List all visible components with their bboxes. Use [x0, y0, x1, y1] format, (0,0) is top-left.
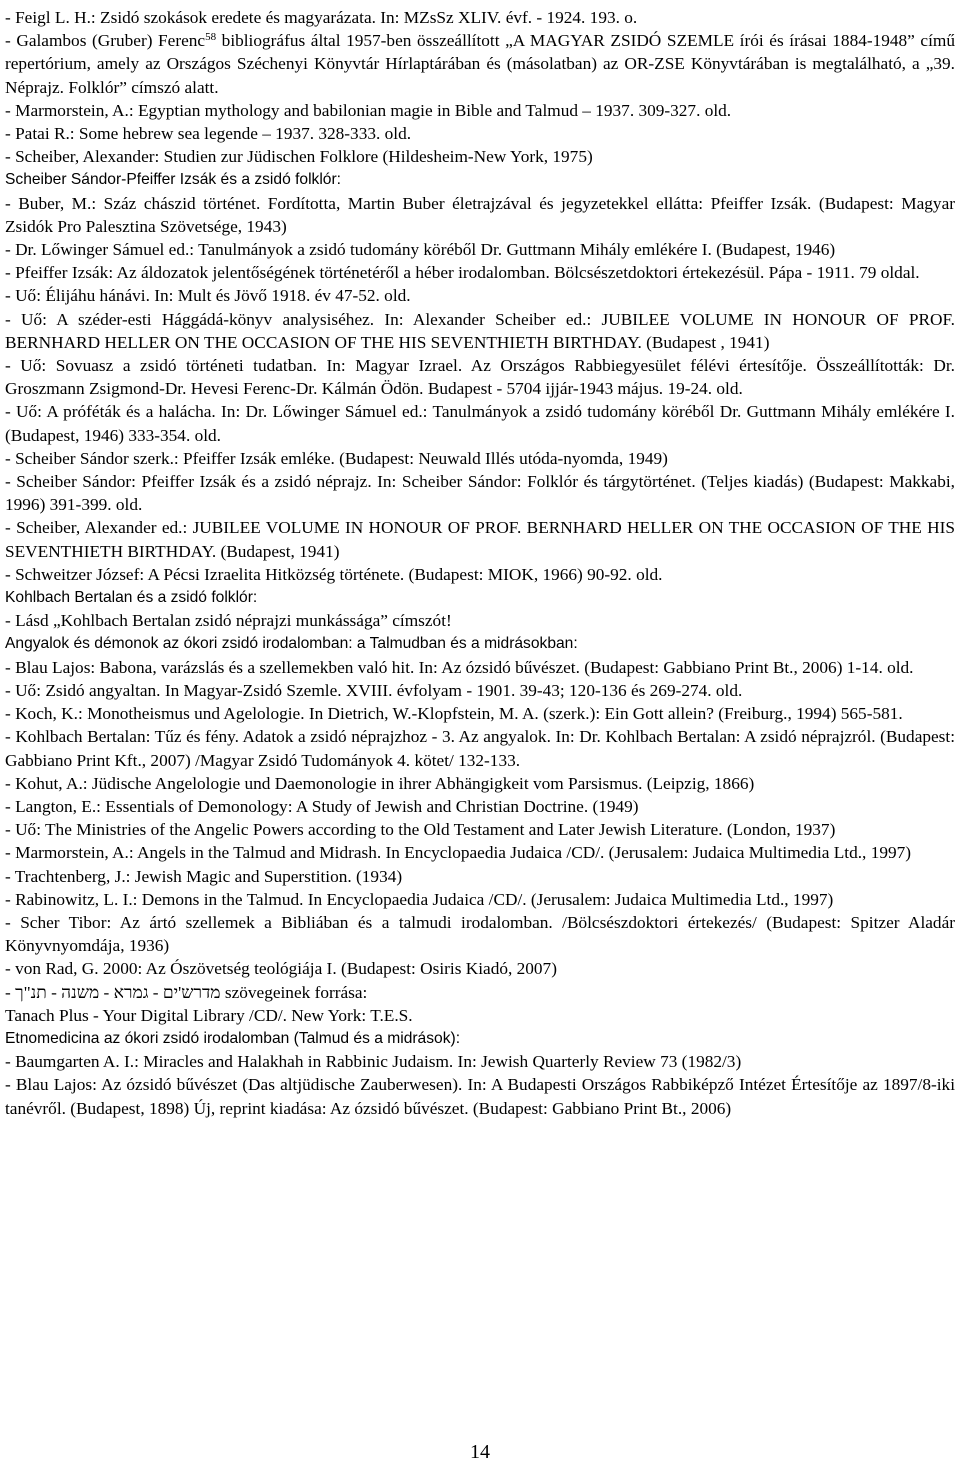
- bib-entry-trachtenberg: - Trachtenberg, J.: Jewish Magic and Superstition. (1934): [5, 866, 403, 886]
- bib-entry-blau-buveszet: - Blau Lajos: Az ózsidó bűvészet (Das altjüdische Zauberwesen). In: A Budapesti Országos Rabbiképző Intézet Értesítője az 1897/8-iki tanévről. (Budapest, 1898) Új, reprint kiadása: Az ózsidó bűvészet. (Budapest: Gabbiano Print Bt., 2006): [5, 1075, 955, 1118]
- bib-entry-scheiber-neprajz: - Scheiber Sándor: Pfeiffer Izsák és a zsidó néprajz. In: Scheiber Sándor: Folklór és tárgytörténet. (Teljes kiadás) (Budapest: Makkabi, 1996) 391-399. old.: [5, 472, 955, 515]
- bib-entry-blau-babona: - Blau Lajos: Babona, varázslás és a szellemekben való hit. In: Az ózsidó bűvészet. (Budapest: Gabbiano Print Bt., 2006) 1-14. old.: [5, 657, 914, 677]
- section-heading-scheiber-pfeiffer: Scheiber Sándor-Pfeiffer Izsák és a zsidó folklór:: [5, 171, 342, 189]
- section-heading-angels-demons: Angyalok és démonok az ókori zsidó irodalomban: a Talmudban és a midrásokban:: [5, 635, 578, 653]
- bib-entry-kohut: - Kohut, A.: Jüdische Angelologie und Daemonologie in ihrer Abhängigkeit vom Parsismus. (Leipzig, 1866): [5, 773, 755, 793]
- bib-entry-pfeiffer-profetak: - Uő: A próféták és a halácha. In: Dr. Lőwinger Sámuel ed.: Tanulmányok a zsidó tudomány köréből Dr. Guttmann Mihály emlékére I. (Budapest, 1946) 333-354. old.: [5, 402, 955, 445]
- bib-entry-scheiber-emleke: - Scheiber Sándor szerk.: Pfeiffer Izsák emléke. (Budapest: Neuwald Illés utóda-nyomda, 1949): [5, 448, 668, 468]
- bib-entry-koch: - Koch, K.: Monotheismus und Agelologie. In Dietrich, W.-Klopfstein, M. A. (szerk.): Ein Gott allein? (Freiburg., 1994) 565-581.: [5, 704, 903, 724]
- bib-entry-blau-angyaltan: - Uő: Zsidó angyaltan. In Magyar-Zsidó Szemle. XVIII. évfolyam - 1901. 39-43; 120-136 és 269-274. old.: [5, 680, 743, 700]
- bib-entry-langton-essentials: - Langton, E.: Essentials of Demonology: A Study of Jewish and Christian Doctrine. (1949): [5, 796, 639, 816]
- bib-entry-lowinger: - Dr. Lőwinger Sámuel ed.: Tanulmányok a zsidó tudomány köréből Dr. Guttmann Mihály emlékére I. (Budapest, 1946): [5, 240, 836, 260]
- bib-entry-pfeiffer-szeder: - Uő: A széder-esti Hággádá-könyv analysiséhez. In: Alexander Scheiber ed.: JUBILEE VOLUME IN HONOUR OF PROF. BERNHARD HELLER ON THE OCCASION OF THE HIS SEVENTHIETH BIRTHDAY. (Budapest , 1941): [5, 309, 955, 352]
- bib-entry-marmorstein-angels: - Marmorstein, A.: Angels in the Talmud and Midrash. In Encyclopaedia Judaica /CD/. (Jerusalem: Judaica Multimedia Ltd., 1997): [5, 843, 912, 863]
- bib-entry-marmorstein-egyptian: - Marmorstein, A.: Egyptian mythology and babilonian magie in Bible and Talmud – 1937. 309-327. old.: [5, 100, 732, 120]
- hebrew-sources-suffix: szövegeinek forrása:: [220, 982, 368, 1002]
- bib-entry-scher: - Scher Tibor: Az ártó szellemek a Bibliában és a talmudi irodalomban. /Bölcsészdoktori értekezés/ (Budapest: Spitzer Aladár Könyvnyomdája, 1936): [5, 912, 955, 956]
- hebrew-source-titles: מדרש'ים - גמרא - משנה - תנ"ך: [15, 982, 221, 1002]
- section-heading-ethnomedicine: Etnomedicina az ókori zsidó irodalomban (Talmud és a midrások):: [5, 1029, 461, 1047]
- hebrew-sources-dash: -: [5, 982, 16, 1002]
- bib-entry-schweitzer: - Schweitzer József: A Pécsi Izraelita Hitközség története. (Budapest: MIOK, 1966) 90-92. old.: [5, 564, 663, 584]
- bib-entry-tanach-plus: Tanach Plus - Your Digital Library /CD/. New York: T.E.S.: [5, 1005, 413, 1025]
- bib-entry-galambos: [5, 29, 955, 99]
- document-body: [5, 6, 955, 1120]
- footnote-ref-58: 58: [205, 31, 217, 44]
- bib-entry-scheiber-jubilee: - Scheiber, Alexander ed.: JUBILEE VOLUME IN HONOUR OF PROF. BERNHARD HELLER ON THE OCCASION OF THE HIS SEVENTHIETH BIRTHDAY. (Budapest, 1941): [5, 518, 955, 561]
- bib-entry-kohlbach-tuz: - Kohlbach Bertalan: Tűz és fény. Adatok a zsidó néprajzhoz - 3. Az angyalok. In: Dr. Kohlbach Bertalan: A zsidó néprajzról. (Budapest: Gabbiano Print Kft., 2007) /Magyar Zsidó Tudományok 4. kötet/ 132-133.: [5, 727, 955, 770]
- bib-entry-galambos-rest: bibliográfus által 1957-ben összeállított „A MAGYAR ZSIDÓ SZEMLE írói és írásai 1884-1948” című repertórium, amely az Országos Széchenyi Könyvtár Hírlaptárában és (másolatban) az OR-ZSE Könyvtárában is megtalálható, a „39. Néprajz. Folklór” címszó alatt.: [5, 31, 955, 97]
- bib-entry-hebrew-sources: [5, 981, 955, 1004]
- bib-entry-scheiber-studien: - Scheiber, Alexander: Studien zur Jüdischen Folklore (Hildesheim-New York, 1975): [5, 147, 593, 167]
- section-heading-kohlbach: Kohlbach Bertalan és a zsidó folklór:: [5, 589, 258, 607]
- bib-entry-langton-ministries: - Uő: The Ministries of the Angelic Powers according to the Old Testament and Later Jewish Literature. (London, 1937): [5, 820, 836, 840]
- bib-entry-pfeiffer-elijahu: - Uő: Élijáhu hánávi. In: Mult és Jövő 1918. év 47-52. old.: [5, 286, 411, 306]
- bib-entry-buber: - Buber, M.: Száz chászid történet. Fordította, Martin Buber életrajzával és jegyzetekkel ellátta: Pfeiffer Izsák. (Budapest: Magyar Zsidók Pro Palesztina Szövetsége, 1943): [5, 193, 955, 236]
- bib-entry-von-rad: - von Rad, G. 2000: Az Ószövetség teológiája I. (Budapest: Osiris Kiadó, 2007): [5, 959, 557, 979]
- bib-entry-galambos-start: - Galambos (Gruber) Ferenc: [5, 31, 206, 51]
- bib-entry-feigl: - Feigl L. H.: Zsidó szokások eredete és magyarázata. In: MZsSz XLIV. évf. - 1924. 193. o.: [5, 8, 638, 27]
- bib-entry-kohlbach-see: - Lásd „Kohlbach Bertalan zsidó néprajzi munkássága” címszót!: [5, 611, 452, 631]
- bib-entry-baumgarten: - Baumgarten A. I.: Miracles and Halakhah in Rabbinic Judaism. In: Jewish Quarterly Review 73 (1982/3): [5, 1052, 742, 1072]
- bib-entry-patai: - Patai R.: Some hebrew sea legende – 1937. 328-333. old.: [5, 124, 412, 144]
- page-number: 14: [470, 1441, 490, 1463]
- bib-entry-pfeiffer-sovuasz: - Uő: Sovuasz a zsidó történeti tudatban. In: Magyar Izrael. Az Országos Rabbiegyesület félévi értesítője. Összeállították: Dr. Groszmann Zsigmond-Dr. Hevesi Ferenc-Dr. Kálmán Ödön. Budapest - 5704 ijjár-1943 május. 19-24. old.: [5, 356, 955, 399]
- bib-entry-rabinowitz: - Rabinowitz, L. I.: Demons in the Talmud. In Encyclopaedia Judaica /CD/. (Jerusalem: Judaica Multimedia Ltd., 1997): [5, 889, 834, 909]
- bib-entry-pfeiffer-aldozatok: - Pfeiffer Izsák: Az áldozatok jelentőségének történetéről a héber irodalomban. Bölcsészetdoktori értekezésül. Pápa - 1911. 79 oldal.: [5, 263, 920, 283]
